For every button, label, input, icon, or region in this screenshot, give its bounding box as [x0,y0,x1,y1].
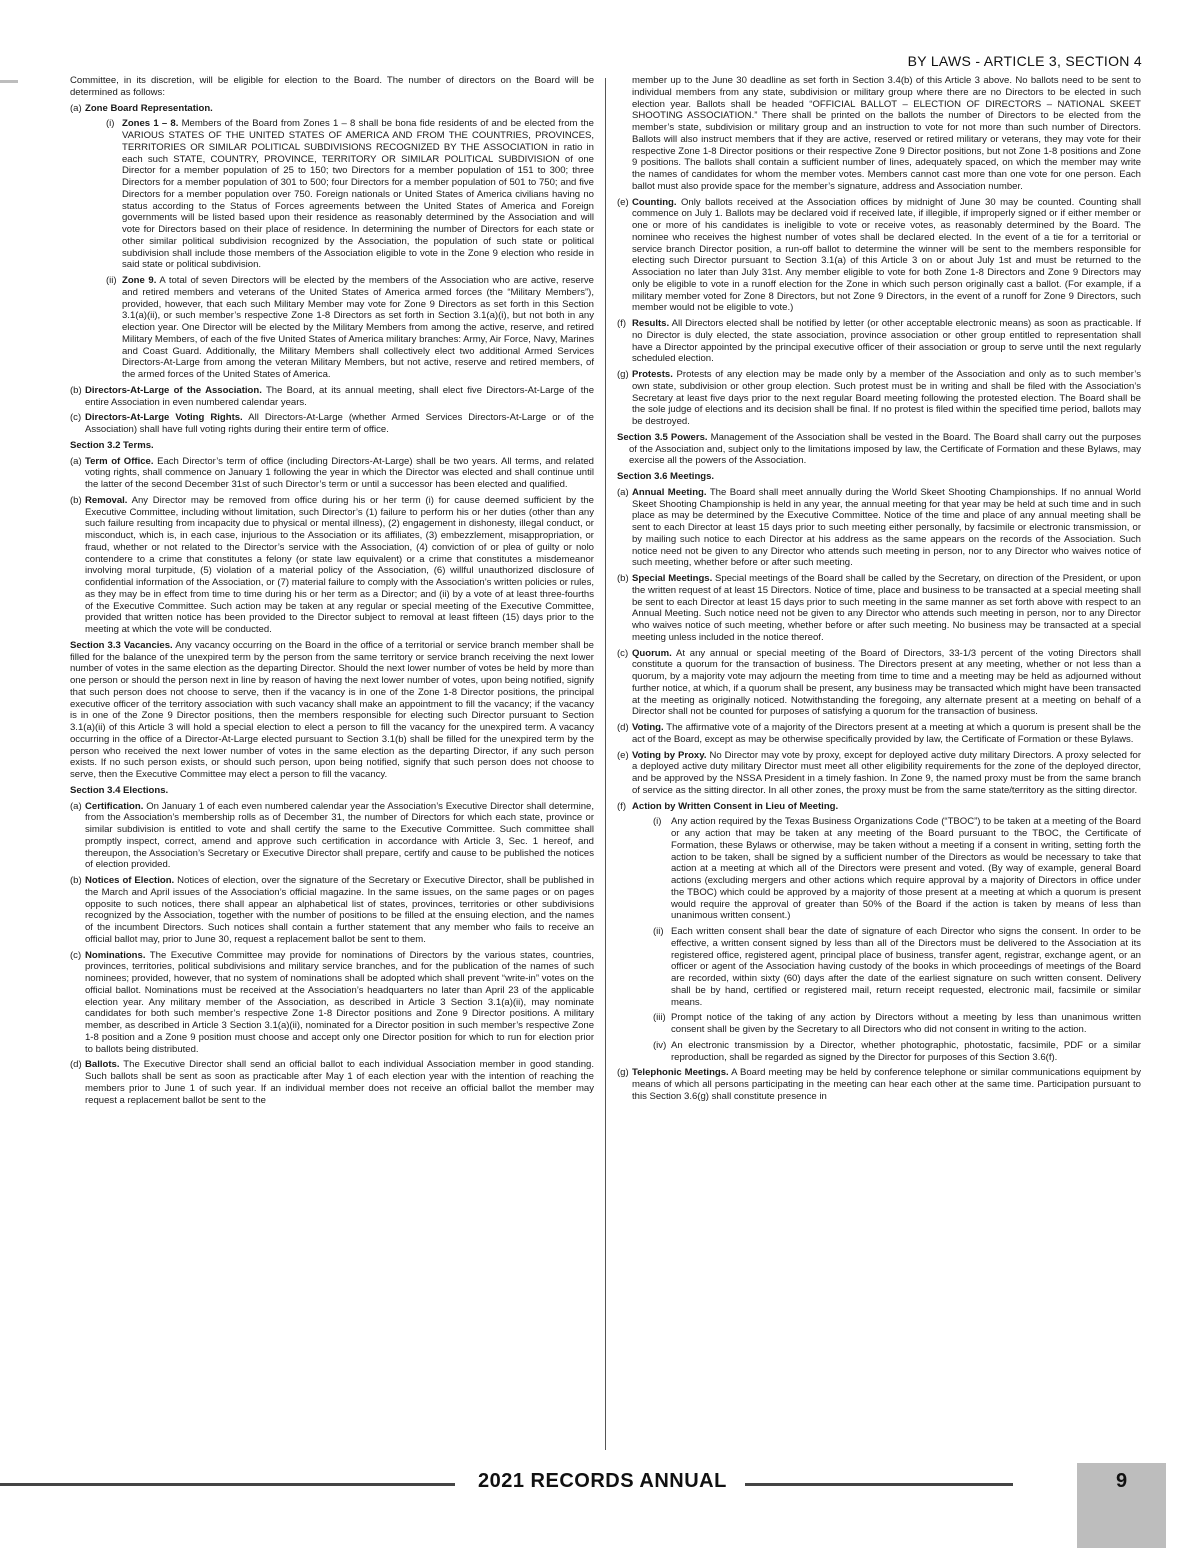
item-text: Each Director’s term of office (including Directors-At-Large) shall be two years. All terms, and related voting rights, shall commence on January 1 following the year in which the Director was elected and shall continue until the latter of the second December 31st of such Director’s term or until a successor has been elected and qualified. [85,455,594,490]
section-3-4-heading: Section 3.4 Elections. [70,784,169,796]
item-heading: Ballots. [85,1059,120,1071]
item-heading: Quorum. [632,647,672,659]
subsection-3-2-b [70,495,594,636]
subsection-3-4-g [617,369,1141,428]
item-label: (g) [617,1067,629,1079]
clause-text: Any action required by the Texas Business Organizations Code (“TBOC”) to be taken at a meeting of the Board or any action that may be taken at any meeting of the Board pursuant to the TBOC, the Certificate of Formation, these Bylaws or otherwise, may be taken without a meeting if a consent in writing, setting forth the action to be taken, shall be signed by a sufficient number of the Directors as would be necessary to take that action at a meeting at which all of the Directors were present and voted. (By way of example, general Board actions (excluding mergers and other actions which require approval by a majority of Directors in office under the TBOC) which could be approved by a majority of those present at a meeting at which a quorum is present would require the approval of greater than 50% of the Board if the action is taken by means of less than unanimous written consent.) [671,816,1141,922]
clause-label: (i) [653,816,662,828]
right-column [617,75,1141,1107]
clause-label: (ii) [106,275,117,286]
item-label: (b) [70,494,82,506]
subsection-3-4-e [617,197,1141,315]
item-label: (a) [617,486,629,498]
item-label: (a) [70,102,82,114]
item-heading: Telephonic Meetings. [632,1067,729,1079]
clause-heading: Zone 9. [122,275,157,286]
item-heading: Term of Office. [85,455,154,467]
item-heading: Nominations. [85,949,146,961]
subsection-a [70,103,594,115]
item-heading: Removal. [85,494,128,506]
item-label: (d) [617,722,629,733]
item-text: The Executive Director shall send an official ballot to each individual Association member in good standing. Such ballots shall be sent as soon as practicable after May 1 of each election year with the intention of reaching the members prior to June 1 of such year. If an individual member does not receive an official ballot the member may request a replacement ballot be sent to the [85,1059,595,1106]
clause-heading: Zones 1 – 8. [122,118,179,130]
item-label: (c) [70,949,82,961]
column-divider [605,78,606,1450]
item-text: Notices of election, over the signature of the Secretary or Executive Director, shall be published in the March and April issues of the Association’s official magazine. In the same issues, on the same pages or on pages opposite to such notices, there shall appear an alphabetical list of states, provinces, territories or other subdivisions recognized by the Association, together with the number of positions to be filled at the ensuing election, and the names of the incumbent Directors. Such notices shall contain a further statement that any member who fails to receive an official ballot may, prior to June 30, request a replacement ballot be sent to them. [85,875,595,945]
item-label: (e) [617,749,629,761]
subsection-3-4-f [617,318,1141,365]
margin-mark [0,80,18,83]
section-3-5 [617,432,1141,467]
page-number: 9 [1115,1470,1128,1492]
item-label: (b) [617,573,629,584]
item-label: (g) [617,369,629,380]
left-column [70,75,594,1110]
item-heading: Action by Written Consent in Lieu of Meeting. [632,800,839,812]
clause-label: (ii) [653,926,664,937]
item-heading: Voting by Proxy. [632,749,707,761]
section-3-2-heading: Section 3.2 Terms. [70,439,154,451]
subsection-3-6-f [617,801,1141,813]
item-heading: Counting. [632,196,677,208]
item-text: Any Director may be removed from office during his or her term (i) for cause deemed sufficient by the Executive Committee, including without limitation, such Director’s (1) failure to perform his or her duties (other than any such failure resulting from incapacity due to physical or mental illness), (2) engagement in dishonesty, illegal conduct, or misconduct, which is, in each case, injurious to the Association or its affiliates, (3) embezzlement, misappropriation, or fraud, whether or not related to the Director’s service with the Association, (4) conviction of or plea of guilty or nolo contendere to a crime that constitutes a felony (or state law equivalent) or a crime that constitutes a misdemeanor involving moral turpitude, (5) violation of a material policy of the Association, (6) willful unauthorized disclosure of confidential information of the Association, or (7) material failure to comply with the Association’s written policies or rules, as they may be in effect from time to time during his or her term as a Director; and (ii) by a vote of at least three-fourths of the Executive Committee. Such action may be taken at any regular or special meeting of the Executive Committee, provided that written notice has been provided to the Director subject to removal at least fifteen (15) days prior to the meeting at which the vote will be conducted. [85,494,594,635]
clause-a-ii [106,275,594,381]
item-heading: Results. [632,318,670,329]
subsection-c [70,412,594,436]
item-label: (b) [70,875,82,886]
item-heading: Annual Meeting. [632,486,707,498]
subsection-3-6-g [617,1067,1141,1102]
item-heading: Directors-At-Large Voting Rights. [85,412,243,424]
subsection-b [70,385,594,409]
clause-label: (iv) [653,1039,667,1051]
item-label: (c) [617,647,629,659]
subsection-3-4-d [70,1059,594,1106]
running-header: BY LAWS - ARTICLE 3, SECTION 4 [907,53,1142,69]
item-text: Only ballots received at the Association offices by midnight of June 30 may be counted. Counting shall commence on July 1. Ballots may be declared void if received late, if illegible, if improperly signed or if either member or one or more of his candidates is ineligible to vote or receive votes, as reasonably determined by the Board. The nominee who receives the highest number of votes shall be declared elected. In the event of a tie for a territorial or service branch Director position, a run-off ballot to determine the winner will be sent to the members responsible for electing such Director pursuant to Section 3.1(a) of this Article 3 on or about July 1st and must be returned to the Association no later than July 31st. Any member eligible to vote for both Zone 1-8 Directors and Zone 9 Directors may only be eligible to vote in a runoff election for the Zone in which such person originally cast a ballot. (For example, if a military member voted for Zone 8 Directors, but not Zone 9 Directors, in the event of a runoff for Zone 9 Directors, such member would not be eligible to vote.) [632,196,1141,314]
clause-text: Each written consent shall bear the date of signature of each Director who signs the consent. In order to be effective, a written consent signed by less than all of the Directors must be delivered to the Association at its registered office, registered agent, principal place of business, transfer agent, registrar, exchange agent, or an officer or agent of the Association having custody of the books in which proceedings of meetings of the Board are recorded, within sixty (60) days after the date of the earliest signature on such written consent. Delivery shall be by hand, certified or registered mail, return receipt requested, electronic mail, facsimile or similar means. [671,926,1141,1008]
item-text: At any annual or special meeting of the Board of Directors, 33-1/3 percent of the voting Directors shall constitute a quorum for the transaction of business. The Directors present at any meeting, whether or not less than a quorum, by a majority vote may adjourn the meeting from time to time and a meeting may be held as adjourned without further notice, at which, if a quorum shall be present, any business may be transacted which might have been transacted at the meeting as originally noticed. Notwithstanding the foregoing, any alternate present at a meeting on behalf of a Director shall not be counted for purposes of satisfying a quorum for the transaction of business. [632,647,1141,718]
clause-f-iv [653,1040,1141,1064]
clause-text: A total of seven Directors will be elected by the members of the Association who are active, reserve and retired members and veterans of the United States of America armed forces (the “Military Members”), provided, however, that each such Military Member may vote for Zone 9 Directors as set forth in this Section 3.1(a)(ii), or such member’s respective Zone 1-8 Directors as set forth in Section 3.1(a)(i), but not both in any election year. One Director will be elected by the Military Members from among the active, reserve, and retired Military Members, of each of the five United States of America military branches: Army, Air Force, Navy, Marines and Coast Guard. Additionally, the Military Members shall collectively elect two additional Armed Services Directors-At-Large from among the veteran Military Members, but not active, reserve and retired members, of the armed forces of the United States of America. [122,275,594,380]
item-text: The Board, at its annual meeting, shall elect five Directors-At-Large of the entire Association in even numbered calendar years. [85,384,595,408]
footer-title: 2021 RECORDS ANNUAL [478,1470,727,1492]
footer-rule-left [0,1483,455,1486]
footer-rule-right [745,1483,1013,1486]
clause-a-i [106,118,594,271]
subsection-3-6-d [617,722,1141,746]
item-heading: Protests. [632,369,673,380]
clause-text: An electronic transmission by a Director, whether photographic, photostatic, facsimile, PDF or a similar reproduction, shall be regarded as signed by the Director for purposes of this Section 3.6(f). [671,1039,1141,1063]
clause-text: Prompt notice of the taking of any action by Directors without a meeting by less than unanimous written consent shall be given by the Secretary to all Directors who did not consent in writing to the action. [671,1012,1141,1035]
section-text: Management of the Association shall be vested in the Board. The Board shall carry out the purposes of the Association and, subject only to the limitations imposed by law, the Certificate of Formation and these Bylaws, may exercise all the powers of the Association. [629,431,1142,467]
clause-text: Members of the Board from Zones 1 – 8 shall be bona fide residents of and be elected from the VARIOUS STATES OF THE UNITED STATES OF AMERICA AND FROM THE COUNTRIES, PROVINCES, TERRITORIES OR SIMILAR POLITICAL SUBDIVISIONS RECOGNIZED BY THE ASSOCIATION in ratio in each such STATE, COUNTRY, PROVINCE, TERRITORY OR SIMILAR POLITICAL SUBDIVISION of one Director for a member population of 25 to 150; two Directors for a member population of 151 to 300; three Directors for a member population of 301 to 500; four Directors for a member population of 501 to 750; and five Directors for a member population over 750. Foreign nationals or United States of America civilians having no status according to the Status of Forces agreements between the United States of America and Foreign governments will be listed based upon their residence as reasonably determined by the Association and will vote for Directors based on their place of residence. In determining the number of Directors for each state or other similar political subdivision recognized by the Association, the population of such state or political subdivision shall include those members of the Association eligible to vote in the Zone 9 election who reside in said state or political subdivision. [122,118,594,271]
section-3-6-heading: Section 3.6 Meetings. [617,471,715,482]
clause-f-ii [653,926,1141,1008]
item-text: The Executive Committee may provide for nominations of Directors by the various states, countries, provinces, territories, political subdivisions and military service branches, and for the publication of the names of such nominees; provided, however, that no system of nominations shall be adopted which shall prevent “write-in” votes on the official ballot. Nominations must be received at the Association’s headquarters no later than April 23 of the applicable election year. Any military member of the Association, as described in Article 3 Section 3.1(a)(ii), may nominate candidates for both such member’s respective Zone 1-8 Director positions and Zone 9 Director positions. A military member, as described in Article 3 Section 3.1(a)(ii), nominated for a Director position in such member’s respective Zone 1-8 position and a Zone 9 position must choose and accept only one Director position for which to run for election prior to ballots being distributed. [85,949,594,1055]
item-label: (c) [70,412,82,424]
item-text: On January 1 of each even numbered calendar year the Association’s Executive Director shall determine, from the Association’s membership rolls as of December 31, the number of Directors for which each state, province or similar subdivision is entitled to vote and shall certify the same to the Executive Committee. Such committee shall promptly inspect, correct, amend and approve such certification in accordance with Article 3, Sec. 1 hereof, and thereupon, the Association’s Secretary or Executive Director shall prepare, certify and cause to be published the notices of election provided. [85,800,594,871]
subsection-3-4-d-continued [617,75,1141,193]
item-text: Special meetings of the Board shall be called by the Secretary, on direction of the President, or upon the written request of at least 15 Directors. Notice of time, place and business to be transacted at a special meeting shall be sent to each Director at least 15 days prior to such meeting in the same manner as set forth above with respect to an Annual Meeting. Such notice need not be given to any Director who attends such meeting in person, nor to any Director who waives notice of such meeting, whether before or after such meeting. No business may be transacted at a special meeting unless included in the notice thereof. [632,573,1141,643]
subsection-3-2-a [70,456,594,491]
clause-label: (iii) [653,1012,666,1024]
subsection-3-6-b [617,573,1141,644]
item-label: (d) [70,1059,82,1071]
item-text: A Board meeting may be held by conference telephone or similar communications equipment by means of which all persons participating in the meeting can hear each other at the same time. Participation pursuant to this Section 3.6(g) shall constitute presence in [632,1067,1141,1102]
item-label: (a) [70,455,82,467]
section-3-3 [70,640,594,781]
item-label: (e) [617,196,629,208]
item-label: (a) [70,800,82,812]
item-heading: Directors-At-Large of the Association. [85,384,262,396]
item-text: No Director may vote by proxy, except for deployed active duty military Directors. A proxy selected for a deployed active duty military Director must meet all other eligibility requirements for the zone of the deployed director, and be approved by the NSSA President in a timely fashion. In Zone 9, the named proxy must be from the same branch of service as the sitting director. In all other zones, the proxy must be from the same state/territory as the sitting director. [632,749,1141,796]
subsection-3-6-a [617,487,1141,569]
item-text: All Directors-At-Large (whether Armed Services Directors-At-Large or of the Association) shall have full voting rights during their entire term of office. [85,412,594,435]
item-heading: Zone Board Representation. [85,102,213,114]
subsection-3-4-a [70,801,594,872]
item-text: The Board shall meet annually during the World Skeet Shooting Championships. If no annual World Skeet Shooting Championship is held in any year, the annual meeting for that year may be held at such time and in such place as may be determined by the Executive Committee. Notice of the time and place of any annual meeting shall be sent to each Director at least 15 days prior to such meeting either personally, by facsimile or electronic transmission, or by mailing such notice to each Director at his address as the same appears on the records of the Association. Such notice need not be given to any Director who attends such meeting in person, nor to any Director who waives notice of such meeting, whether before or after such meeting. [632,486,1141,569]
subsection-3-6-e [617,750,1141,797]
subsection-3-6-c [617,648,1141,719]
item-text: The affirmative vote of a majority of the Directors present at a meeting at which a quorum is present shall be the act of the Board, except as may be otherwise specifically provided by law, the Certificate of Formation or these Bylaws. [632,722,1141,745]
section-heading: Section 3.5 Powers. [617,431,708,443]
item-heading: Certification. [85,800,144,812]
clause-f-iii [653,1012,1141,1036]
item-text: All Directors elected shall be notified by letter (or other acceptable electronic means) as soon as practicable. If no Director is duly elected, the state association, province association or other group entitled to representation shall have a Director appointed by the principal executive officer of their association or group to serve until the next regularly scheduled election. [632,318,1141,365]
item-heading: Notices of Election. [85,875,175,886]
clause-f-i [653,816,1141,922]
clause-label: (i) [106,118,115,130]
subsection-3-4-c [70,950,594,1056]
item-label: (f) [617,800,627,812]
section-text: Any vacancy occurring on the Board in the office of a territorial or service branch member shall be filled for the balance of the unexpired term by the person from the same territory or service branch receiving the next lower number of votes in the same election as the departing Director. Should the next lower number of votes be held by more than one person or should the person next in line by reason of having the next lower number of votes, upon being notified, signify that such person does not choose to serve, then if the vacancy is in one of the Zone 1-8 Director positions, the principal executive officer of the territory association with such vacancy shall make an appointment to fill the vacancy; if the vacancy is in one of the Zone 9 Director positions, then the members responsible for electing such Director pursuant to Section 3.1(a)(ii) of this Article 3 will hold a special election to elect a person to fill the vacancy for the unexpired term. A vacancy occurring in the office of a Director-At-Large elected pursuant to Section 3.1(b) shall be filled for the unexpired term by the person who received the next lower number of votes in the same election as the departing Director, if any such person exists. If no such person exists, or should such person, upon being notified, signify that such person does not choose to serve, then the Executive Committee may elect a person to fill the vacancy. [70,639,594,780]
item-heading: Voting. [632,722,664,733]
subsection-3-4-b [70,875,594,946]
intro-paragraph: Committee, in its discretion, will be eligible for election to the Board. The number of directors on the Board will be determined as follows: [70,75,594,98]
item-text: member up to the June 30 deadline as set forth in Section 3.4(b) of this Article 3 above. No ballots need to be sent to individual members from any state, subdivision or military group where there are no Directors to be elected in such election year. Ballots shall be headed “OFFICIAL BALLOT – ELECTION OF DIRECTORS – NATIONAL SKEET SHOOTING ASSOCIATION.” There shall be printed on the ballots the number of Directors to be elected from the member’s state, subdivision or military group and an instruction to vote for not more than such number of Directors. Ballots will also instruct members that if they are active, reserved or retired military or veterans, they may vote for their respective Zone 1-8 Director positions or their respective Zone 9 Director positions, but not Zone 1-8 positions and Zone 9 positions. The ballots shall contain a sufficient number of lines, adequately spaced, on which the member may write the names of candidates for whom the member votes. Members cannot cast more than one vote for one person. Each ballot must also provide space for the member’s signature, address and Association number. [632,75,1141,192]
section-heading: Section 3.3 Vacancies. [70,639,173,651]
item-text: Protests of any election may be made only by a member of the Association and only as to such member’s own state, subdivision or other group election. Such protest must be in writing and shall be filed with the Association’s Secretary at least five days prior to the next regular Board meeting following the protested election. The Board shall be the sole judge of elections and its decision shall be final. If no protest is filed within the specified time period, ballots may be destroyed. [632,369,1142,427]
item-heading: Special Meetings. [632,573,713,584]
item-label: (b) [70,384,82,396]
item-label: (f) [617,318,627,329]
